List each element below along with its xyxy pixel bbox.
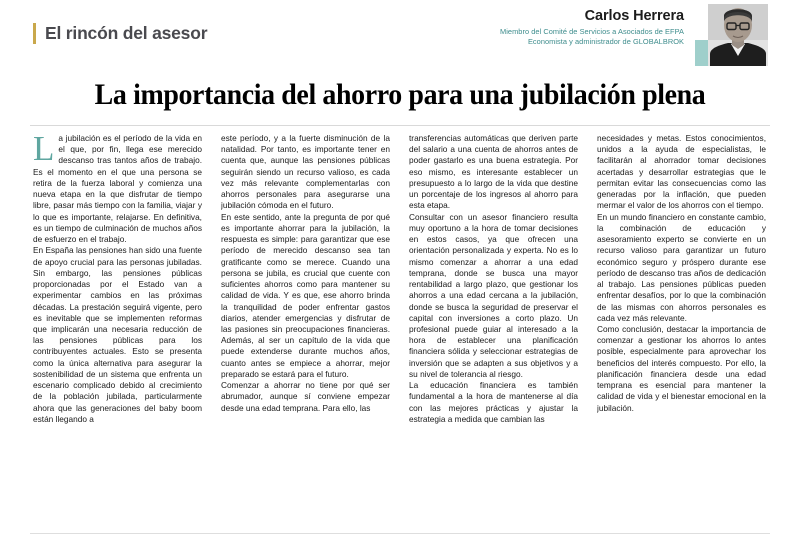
paragraph-text: a jubilación es el período de la vida en el que, por fin, llega ese merecido descanso tras tantos años de trabajo. Es el momento en el que una persona se retira de la fuerza laboral y comienza una nueva etapa en la que disfrutar de tiempo libre, pasar más tiempo con la familia, viajar y lo que es importante, relajarse. En definitiva, es un tiempo de culminación de muchos años de esfuerzo en el trabajo. (33, 133, 202, 245)
author-photo (708, 4, 768, 66)
drop-cap: L (33, 133, 55, 168)
paragraph: Comenzar a ahorrar no tiene por qué ser abrumador, aunque sí conviene empezar desde una edad temprana. Para ello, las (221, 380, 390, 413)
article-column-2 (221, 133, 390, 518)
article-column-4 (597, 133, 766, 518)
footer-divider (30, 533, 770, 534)
article-column-3 (409, 133, 578, 518)
section-kicker (33, 23, 207, 44)
author-byline (500, 8, 684, 47)
paragraph (33, 133, 202, 245)
paragraph: Como conclusión, destacar la importancia de comenzar a gestionar los ahorros lo antes posible, especialmente para aprovechar los beneficios del interés compuesto. Por ello, la planificación financiera desde una edad temprana es esencial para mantener la calidad de vida y el bienestar emocional en la jubilación. (597, 323, 766, 413)
paragraph: En un mundo financiero en constante cambio, la combinación de educación y asesoramiento experto se convierte en un recurso valioso para garantizar un futuro económico seguro y próspero durante ese período de descanso tras años de dedicación al trabajo. Las pensiones públicas pueden enfrentar desafíos, por lo que la combinación de las mismas con ahorros personales es cada vez más relevante. (597, 211, 766, 323)
article-column-1 (33, 133, 202, 518)
author-name: Carlos Herrera (584, 8, 684, 24)
paragraph: Consultar con un asesor financiero resulta muy oportuno a la hora de tomar decisiones en estos casos, ya que ofrecen una orientación personalizada y experta. No es lo mismo comenzar a ahorrar a una edad temprana, donde se busca una mayor rentabilidad a largo plazo, que gestionar los ahorros a una edad cercana a la jubilación, donde se busca la seguridad de preservar el capital con inversiones a corto plazo. Un profesional puede guiar al interesado a la hora de establecer una planificación financiera sólida y seleccionar estrategias de inversión que se adapten a sus objetivos y a su nivel de tolerancia al riesgo. (409, 211, 578, 379)
kicker-accent-bar (33, 23, 36, 44)
author-portrait (695, 4, 787, 66)
author-role-line-1: Miembro del Comité de Servicios a Asociados de EFPA (500, 27, 684, 37)
page-title: La importancia del ahorro para una jubilación plena (94, 78, 706, 111)
paragraph: La educación financiera es también fundamental a la hora de mantenerse al día con las mejores prácticas y ajustar la estrategia a medida que cambian las (409, 380, 578, 424)
section-kicker-label: El rincón del asesor (45, 23, 208, 43)
paragraph: En España las pensiones han sido una fuente de apoyo crucial para las personas jubiladas. Sin embargo, las pensiones públicas proporcionadas por el Estado van a experimentar cambios en las próximas décadas. La prestación seguirá vigente, pero es inevitable que se implementen reformas que implicarán una necesaria reducción de las pensiones públicas para los contribuyentes actuales. Esto se presenta como la única alternativa para asegurar la sostenibilidad de un sistema que enfrenta un escenario complicado debido al crecimiento de la población jubilada, particularmente ahora que las generaciones del baby boom están llegando a (33, 245, 202, 424)
paragraph: En este sentido, ante la pregunta de por qué es importante ahorrar para la jubilación, la respuesta es simple: para garantizar que ese período de merecido descanso sea tan gratificante como se merece. Cuando una persona se jubila, es crucial que cuente con suficientes ahorros como para mantener su calidad de vida. Y es que, ese ahorro brinda la tranquilidad de poder enfrentar gastos diarios, atender emergencias y disfrutar de las pasiones sin preocupaciones financieras. Además, al ser un capítulo de la vida que puede extenderse durante muchos años, cuanto antes se empiece a ahorrar, mejor preparado se estará para el futuro. (221, 211, 390, 379)
portrait-illustration (708, 4, 768, 66)
paragraph: este período, y a la fuerte disminución de la natalidad. Por tanto, es importante tener en cuenta que, aunque las pensiones públicas seguirán siendo un recurso valioso, es cada vez más relevante complementarlas con ahorros personales para asegurarse una jubilación cómoda en el futuro. (221, 133, 390, 211)
author-role-line-2: Economista y administrador de GLOBALBROK (527, 36, 684, 46)
masthead (0, 0, 800, 70)
headline-divider (30, 125, 770, 126)
paragraph: transferencias automáticas que deriven parte del salario a una cuenta de ahorros antes de poder gastarlo es una buena estrategia. Por eso mismo, es interesante establecer un presupuesto a lo largo de la vida que destine un porcentaje de los ingresos al ahorro para esta etapa. (409, 133, 578, 211)
article-body (33, 133, 768, 518)
paragraph: necesidades y metas. Estos conocimientos, unidos a la ayuda de especialistas, le facilitarán al ahorrador tomar decisiones acertadas y desarrollar estrategias que le permitan evitar las consecuencias como las generadas por la inflación, que pueden mermar el valor de los ahorros con el tiempo. (597, 133, 766, 211)
